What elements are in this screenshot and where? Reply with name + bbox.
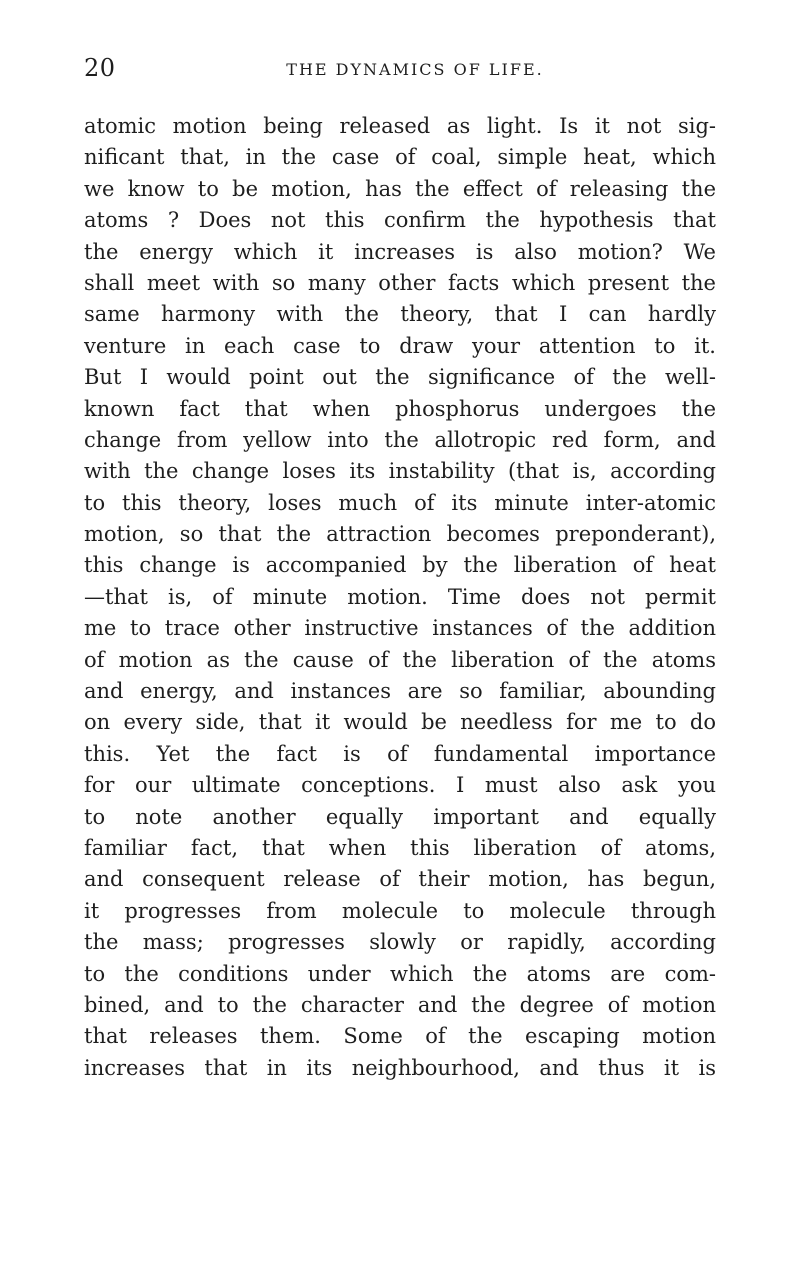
text-line: the energy which it increases is also motion? We <box>84 239 716 264</box>
text-line: change from yellow into the allotropic red form, and <box>84 427 716 452</box>
text-line: and consequent release of their motion, has begun, <box>84 867 716 892</box>
text-line: increases that in its neighbourhood, and thus it is <box>84 1055 716 1080</box>
running-head: THE DYNAMICS OF LIFE. <box>286 60 544 79</box>
text-line: of motion as the cause of the liberation of the atoms <box>84 647 716 672</box>
text-line: with the change loses its instability (that is, according <box>84 459 716 484</box>
text-line: atomic motion being released as light. Is it not sig- <box>84 114 716 138</box>
text-line: known fact that when phosphorus undergoes the <box>84 396 716 421</box>
text-line: this change is accompanied by the liberation of heat <box>84 553 716 578</box>
text-line: and energy, and instances are so familiar, abounding <box>84 679 716 704</box>
body-text <box>84 111 716 1084</box>
text-line: same harmony with the theory, that I can hardly <box>84 302 716 327</box>
text-line: nificant that, in the case of coal, simple heat, which <box>84 145 716 170</box>
text-line: the mass; progresses slowly or rapidly, according <box>84 930 716 955</box>
text-line: But I would point out the significance of the well- <box>84 365 716 390</box>
text-line: for our ultimate conceptions. I must also ask you <box>84 773 716 798</box>
text-line: it progresses from molecule to molecule through <box>84 898 716 923</box>
text-line: to this theory, loses much of its minute inter-atomic <box>84 490 716 515</box>
text-line: venture in each case to draw your attention to it. <box>84 333 716 358</box>
text-line: shall meet with so many other facts which present the <box>84 270 716 295</box>
text-line: atoms ? Does not this confirm the hypothesis that <box>84 208 716 233</box>
text-line: to the conditions under which the atoms are com- <box>84 961 716 986</box>
text-line: this. Yet the fact is of fundamental importance <box>84 741 716 766</box>
text-line: that releases them. Some of the escaping motion <box>84 1024 716 1049</box>
text-line: me to trace other instructive instances of the addition <box>84 616 716 641</box>
text-line: we know to be motion, has the effect of releasing the <box>84 176 716 201</box>
text-line: —that is, of minute motion. Time does not permit <box>84 584 716 609</box>
text-line: to note another equally important and equally <box>84 804 716 829</box>
text-line: motion, so that the attraction becomes preponderant), <box>84 522 716 547</box>
text-line: bined, and to the character and the degree of motion <box>84 992 716 1017</box>
text-line: on every side, that it would be needless for me to do <box>84 710 716 735</box>
page-number: 20 <box>84 54 116 82</box>
text-line: familiar fact, that when this liberation of atoms, <box>84 835 716 860</box>
